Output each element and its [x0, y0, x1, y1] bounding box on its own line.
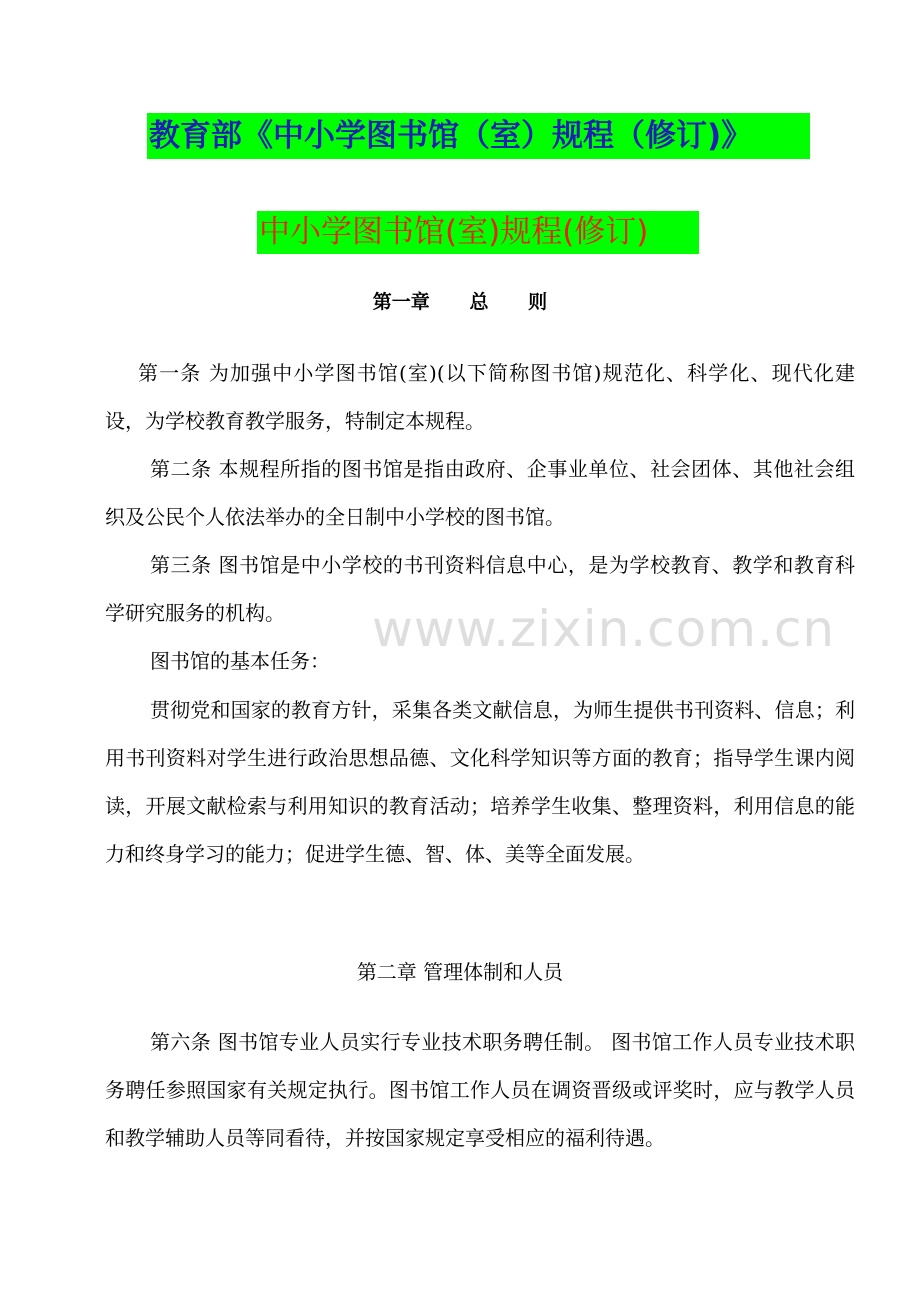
article-6-paragraph: 第六条 图书馆专业人员实行专业技术职务聘任制。 图书馆工作人员专业技术职务聘任参照国家有关规定执行。图书馆工作人员在调资晋级或评奖时，应与教学人员和教学辅助人员等同看待，并按国家规定享受相应的福利待遇。: [105, 1030, 855, 1150]
document-subtitle: 中小学图书馆(室)规程(修订): [257, 211, 699, 254]
tasks-paragraph: 贯彻党和国家的教育方针，采集各类文献信息，为师生提供书刊资料、信息；利用书刊资料对学生进行政治思想品德、文化科学知识等方面的教育；指导学生课内阅读，开展文献检索与利用知识的教育活动；培养学生收集、整理资料，利用信息的能力和终身学习的能力；促进学生德、智、体、美等全面发展。: [105, 698, 855, 866]
article-1-paragraph: 第一条 为加强中小学图书馆(室)(以下简称图书馆)规范化、科学化、现代化建设，为学校教育教学服务，特制定本规程。: [105, 361, 855, 433]
article-2-paragraph: 第二条 本规程所指的图书馆是指由政府、企事业单位、社会团体、其他社会组织及公民个人依法举办的全日制中小学校的图书馆。: [105, 457, 855, 529]
chapter-2-heading: 第二章 管理体制和人员: [356, 960, 564, 984]
article-3-paragraph: 第三条 图书馆是中小学校的书刊资料信息中心，是为学校教育、教学和教育科学研究服务的机构。: [105, 553, 855, 625]
chapter-1-heading: 第一章 总 则: [372, 291, 548, 313]
watermark-text: www.zixin.com.cn: [372, 600, 836, 658]
tasks-heading: 图书馆的基本任务：: [150, 649, 330, 673]
document-main-title: 教育部《中小学图书馆（室）规程（修订)》: [147, 113, 810, 159]
